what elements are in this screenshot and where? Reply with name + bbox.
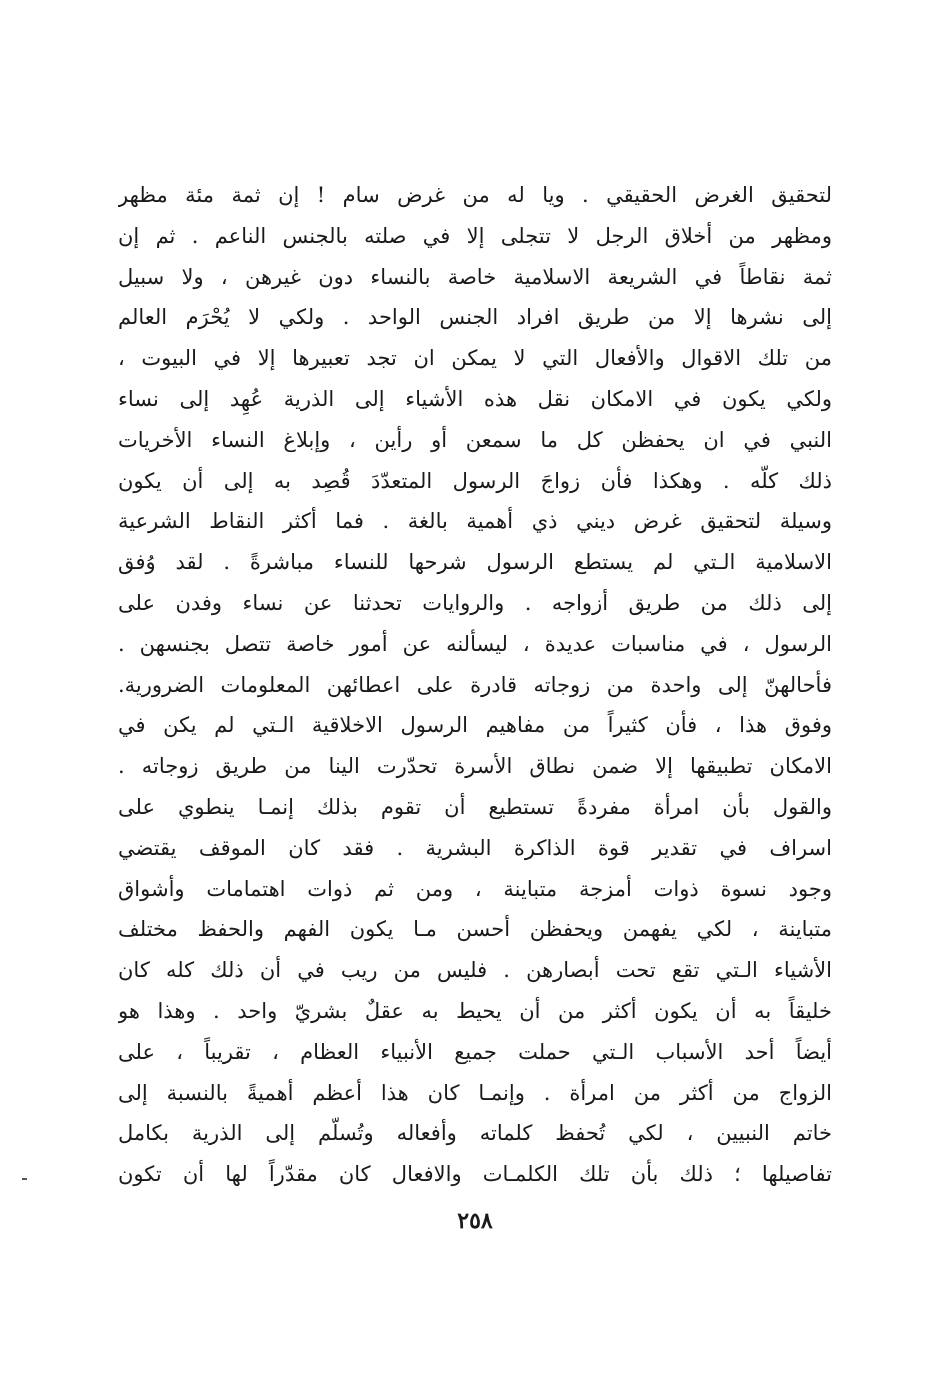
text-line: ومظهر من أخلاق الرجل لا تتجلى إلا في صلته بالجنس الناعم . ثم إن (118, 223, 832, 248)
text-line: وفوق هذا ، فأن كثيراً من مفاهيم الرسول الاخلاقية الـتي لم يكن في (118, 713, 832, 738)
text-line: ذلك كلّه . وهكذا فأن زواجَ الرسول المتعدّدَ قُصِد به إلى أن يكون (118, 468, 832, 493)
text-line: الزواج من أكثر من امرأة . وإنمـا كان هذا أعظم أهميةً بالنسبة إلى (118, 1080, 832, 1105)
text-line: من تلك الاقوال والأفعال التي لا يمكن ان تجد تعبيرها إلا في البيوت ، (118, 346, 832, 371)
text-line: الأشياء الـتي تقع تحت أبصارهن . فليس من ريب في أن ذلك كله كان (118, 958, 832, 983)
text-line: إلى ذلك من طريق أزواجه . والروايات تحدثنا عن نساء وفدن على (118, 590, 832, 615)
body-text (118, 175, 832, 1195)
text-line: فأحالهنّ إلى واحدة من زوجاته قادرة على اعطائهن المعلومات الضرورية. (118, 672, 832, 697)
page-number: ٢٥٨ (457, 1208, 493, 1234)
text-line: وجود نسوة ذوات أمزجة متباينة ، ومن ثم ذوات اهتمامات وأشواق (118, 876, 832, 901)
text-line: الاسلامية الـتي لم يستطع الرسول شرحها للنساء مباشرةً . لقد وُفق (118, 550, 832, 575)
text-line: خاتم النبيين ، لكي تُحفظ كلماته وأفعاله وتُسلّم إلى الذرية بكامل (118, 1121, 832, 1146)
text-line: أيضاً أحد الأسباب الـتي حملت جميع الأنبياء العظام ، تقريباً ، على (118, 1039, 832, 1064)
text-line: الرسول ، في مناسبات عديدة ، ليسألنه عن أمور خاصة تتصل بجنسهن . (118, 631, 832, 656)
text-line: النبي في ان يحفظن كل ما سمعن أو رأين ، وإبلاغ النساء الأخريات (118, 427, 832, 452)
text-line: متباينة ، لكي يفهمن ويحفظن أحسن مـا يكون الفهم والحفظ مختلف (118, 917, 832, 942)
text-line: إلى نشرها إلا من طريق افراد الجنس الواحد . ولكي لا يُحْرَم العالم (118, 305, 832, 330)
text-line: الامكان تطبيقها إلا ضمن نطاق الأسرة تحدّرت الينا من طريق زوجاته . (118, 754, 832, 779)
text-line: تفاصيلها ؛ ذلك بأن تلك الكلمـات والافعال كان مقدّراً لها أن تكون (118, 1162, 832, 1187)
text-line: ثمة نقاطاً في الشريعة الاسلامية خاصة بالنساء دون غيرهن ، ولا سبيل (118, 264, 832, 289)
text-line: وسيلة لتحقيق غرض ديني ذي أهمية بالغة . فما أكثر النقاط الشرعية (118, 509, 832, 534)
text-line: اسراف في تقدير قوة الذاكرة البشرية . فقد كان الموقف يقتضي (118, 835, 832, 860)
scan-speck (22, 1178, 27, 1180)
text-line: ولكي يكون في الامكان نقل هذه الأشياء إلى الذرية عُهِد إلى نساء (118, 386, 832, 411)
text-line: لتحقيق الغرض الحقيقي . ويا له من غرض سام ! إن ثمة مئة مظهر (118, 183, 832, 207)
text-line: خليقاً به أن يكون أكثر من أن يحيط به عقلٌ بشريّ واحد . وهذا هو (118, 998, 832, 1023)
text-line: والقول بأن امرأة مفردةً تستطيع أن تقوم بذلك إنمـا ينطوي على (118, 794, 832, 819)
